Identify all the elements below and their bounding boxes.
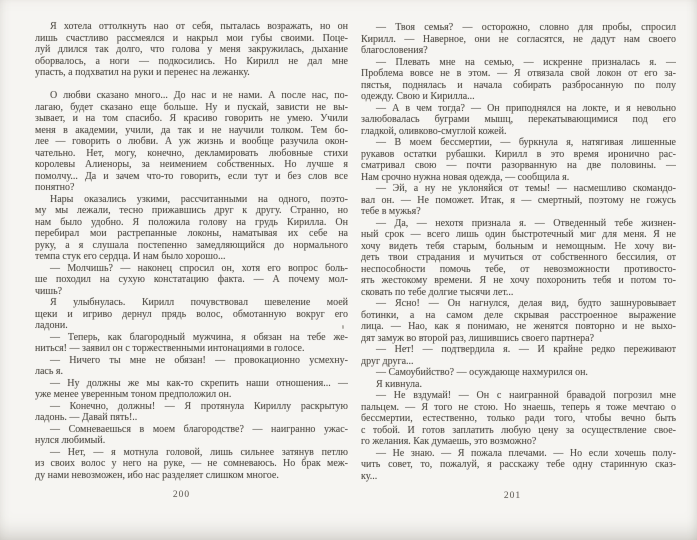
text-line: оборвалось, а ноги — подкосились. Но Кирилл не дал мне <box>35 55 348 67</box>
text-line: сматривал свою — почти разорванную на две половины. — <box>361 160 676 171</box>
paragraph <box>361 390 676 448</box>
text-line: ботинки, а на самом деле скрывая расстроенное выражение <box>361 309 676 321</box>
text-line: деть твои страдания и мучиться от собственного бессилия, от <box>361 252 676 263</box>
text-line: О любви сказано много... До нас и не нами. А после нас, по- <box>50 90 348 101</box>
text-line: ять жестокому времени. Я не хочу похоронить тебя и потом то- <box>361 275 676 286</box>
text-line: — А в чем тогда? — Он приподнялся на локте, и я невольно <box>376 102 676 114</box>
text-line: с тобой. И готов заплатить любую цену за осуществление свое- <box>361 424 676 436</box>
text-line: чательно. Нет, могу, конечно, декламировать любовные стихи <box>35 147 348 159</box>
paragraph <box>35 263 348 298</box>
text-line: чить совет, то, пожалуй, я расскажу тебе одну старинную сказ- <box>361 459 676 470</box>
text-line: упасть, а подхватил на руки и перенес на лежанку. <box>35 67 250 78</box>
paragraph <box>361 344 676 367</box>
text-line: залюбовалась буграми мышц, перекатывающимися под его <box>361 114 676 125</box>
paragraph <box>361 218 676 299</box>
text-line: королевы Алиеноры, за неимением собственных. Но лучше я <box>35 159 348 170</box>
text-line: тебе в мужья? <box>361 206 421 217</box>
paragraph <box>361 183 676 218</box>
text-line: нам было удобно. Я положила голову на грудь Кирилла. Он <box>35 216 348 228</box>
paragraph <box>361 367 676 379</box>
text-line: ладони. <box>35 320 68 331</box>
text-line: лишь счастливо рассмеялся и накрыл мои губы своими. Поце- <box>35 32 348 44</box>
text-line: щеки и игриво дернул прядь волос, обмотанную вокруг его <box>35 308 348 320</box>
text-line: Нам срочно нужна новая одежда, — сообщила я. <box>361 171 570 183</box>
paragraph <box>35 297 348 332</box>
text-line: — Молчишь? — наконец спросил он, хотя его вопрос боль- <box>50 262 348 274</box>
text-line: ный срок — всего лишь один быстротечный миг для меня. Я не <box>361 229 676 240</box>
paragraph <box>361 137 676 183</box>
text-line: — Плевать мне на семью, — искренне призналась я. — <box>376 56 676 68</box>
paragraph <box>361 22 676 57</box>
paragraph <box>35 401 348 424</box>
text-line: — Теперь, как благородный мужчина, я обязан на тебе же- <box>50 331 348 343</box>
text-line: пальцем. — Я того не стою. Но знаешь, теперь я тоже мечтаю о <box>361 401 676 413</box>
text-line: сковать по тебе долгие тысячи лет... <box>361 286 514 298</box>
scan-artifact <box>342 325 344 329</box>
text-line: Нары оказались узкими, рассчитанными на одного, поэто- <box>50 193 348 205</box>
text-line: меня в академии, учили, да так и не научили толком. Тем бо- <box>35 124 348 136</box>
text-line: Я улыбнулась. Кирилл почувствовал шевеление моей <box>50 297 348 308</box>
text-line: ниться! — заявил он с торжественными интонациями в голосе. <box>35 343 305 354</box>
text-line: — Сомневаешься в моем благородстве? — наигранно ужас- <box>50 423 348 435</box>
text-line: гладкой, оливково-смуглой кожей. <box>361 125 507 137</box>
paragraph <box>35 194 348 263</box>
text-line: рукавов остатки рубашки. Кирилл в это время иронично рас- <box>361 148 676 160</box>
text-line: дят замуж во второй раз, лишившись своего партнера? <box>361 332 595 344</box>
text-line: руку, а я слушала постепенно замедляющийся до нормального <box>35 239 348 251</box>
text-line: Я кивнула. <box>376 378 422 390</box>
text-line: темпа стук его сердца. И нам было хорошо... <box>35 251 226 262</box>
paragraph <box>35 355 348 378</box>
text-line: — Нет! — подтвердила я. — И крайне редко переживают <box>376 344 676 355</box>
text-line: неспособности помочь тебе, от невозможности противосто- <box>361 263 676 275</box>
text-line: чишь? <box>35 285 63 297</box>
text-line: из своих волос у него на руке, — не сомневаюсь. Но брак меж- <box>35 458 348 469</box>
text-line: Я хотела оттолкнуть нао от себя, пыталась возражать, но он <box>50 21 348 32</box>
page-left-text <box>35 21 348 481</box>
paragraph <box>361 57 676 103</box>
text-line: луй длился так долго, что голова у меня закружилась, дыхание <box>35 44 348 55</box>
paragraph <box>361 379 676 391</box>
text-line: лагаю, будет сказано еще больше. Ну и пускай, зависти не вы- <box>35 101 348 113</box>
text-line: помолчу... Да и зачем что-то говорить, если тут и без слов все <box>35 170 348 182</box>
text-line: вал он. — Не поможет. Итак, я — смертный, поэтому не гожусь <box>361 194 676 206</box>
text-line: ше походил на сухую констатацию факта. — А почему мол- <box>35 274 348 285</box>
text-line: — Не знаю. — Я пожала плечами. — Но если хочешь полу- <box>376 447 676 459</box>
text-line: Кирилл. — Наверное, они не согласятся, не дадут нам своего <box>361 33 676 45</box>
text-line: ку... <box>361 470 378 482</box>
text-line: — Да, — нехотя признала я. — Отведенный тебе жизнен- <box>376 217 676 229</box>
text-line: нулся любимый. <box>35 435 106 446</box>
text-line: лась я. <box>35 366 64 377</box>
text-line: — Эй, а ну не уклоняйся от темы! — насмешливо скомандо- <box>376 183 676 194</box>
text-line: — Не вздумай! — Он с наигранной бравадой погрозил мне <box>376 390 676 401</box>
text-line: ду нами невозможен, ибо нас разделяет слишком многое. <box>35 469 279 481</box>
page-left <box>35 21 348 502</box>
paragraph <box>35 447 348 482</box>
text-line: — Ничего ты мне не обязан! — провокационно усмехну- <box>50 354 348 366</box>
paragraph <box>361 448 676 483</box>
text-line: — Конечно, должны! — Я протянула Кириллу раскрытую <box>50 400 348 412</box>
text-line: го желания. Как думаешь, это возможно? <box>361 436 537 447</box>
text-line: зывает, и на том спасибо. Я красиво говорить не умею. Учили <box>35 113 348 124</box>
text-line: лее — говорить о любви. А уж жизнь и вообще разучила окон- <box>35 136 348 147</box>
paragraph <box>35 21 348 79</box>
paragraph <box>35 424 348 447</box>
text-line: друг друга... <box>361 355 414 367</box>
text-line: понятно? <box>35 182 75 193</box>
text-line: хочу видеть тебя старым, больным и немощным. Не хочу ви- <box>361 240 676 252</box>
paragraph <box>35 378 348 401</box>
paragraph <box>361 103 676 138</box>
text-line: му мы лежали, тесно прижавшись друг к другу. Странно, но <box>35 205 348 216</box>
text-line: благословения? <box>361 45 428 56</box>
paragraph <box>35 90 348 194</box>
text-line: — Ясно! — Он нагнулся, делая вид, будто зашнуровывает <box>376 298 676 309</box>
paragraph <box>35 332 348 355</box>
text-line: — Самоубийство? — осуждающе нахмурился он. <box>376 367 588 378</box>
text-line: ладонь. — Давай пять!.. <box>35 412 138 423</box>
text-line: Проблема вовсе не в этом. — Я отвязала свой локон от его за- <box>361 68 676 79</box>
text-line: перебирал мои растрепанные локоны, наматывая их себе на <box>35 228 348 239</box>
text-line: — В моем бессмертии, — буркнула я, натягивая лишенные <box>376 137 676 148</box>
text-line: пястья, поднялась и начала собирать разбросанную по полу <box>361 79 676 91</box>
text-line: — Твоя семья? — осторожно, словно для пробы, спросил <box>376 22 676 33</box>
text-line: лица. — Нао, как я понимаю, не женятся повторно и не выхо- <box>361 321 676 332</box>
page-number-left: 200 <box>172 490 191 500</box>
page-number-right: 201 <box>503 491 522 501</box>
text-line: — Ну должны же мы как-то скрепить наши отношения... — <box>50 377 348 389</box>
page-right-text <box>361 22 676 482</box>
text-line: уже менее уверенным тоном предположил он. <box>35 389 232 400</box>
text-line: бессмертии, естественно, только ради того, чтобы вечно быть <box>361 413 676 424</box>
text-line: одежду. Свою и Кирилла... <box>361 91 475 102</box>
page-right <box>361 22 676 503</box>
text-line: — Нет, — я мотнула головой, лишь сильнее затянув петлю <box>50 446 348 458</box>
paragraph <box>361 298 676 344</box>
